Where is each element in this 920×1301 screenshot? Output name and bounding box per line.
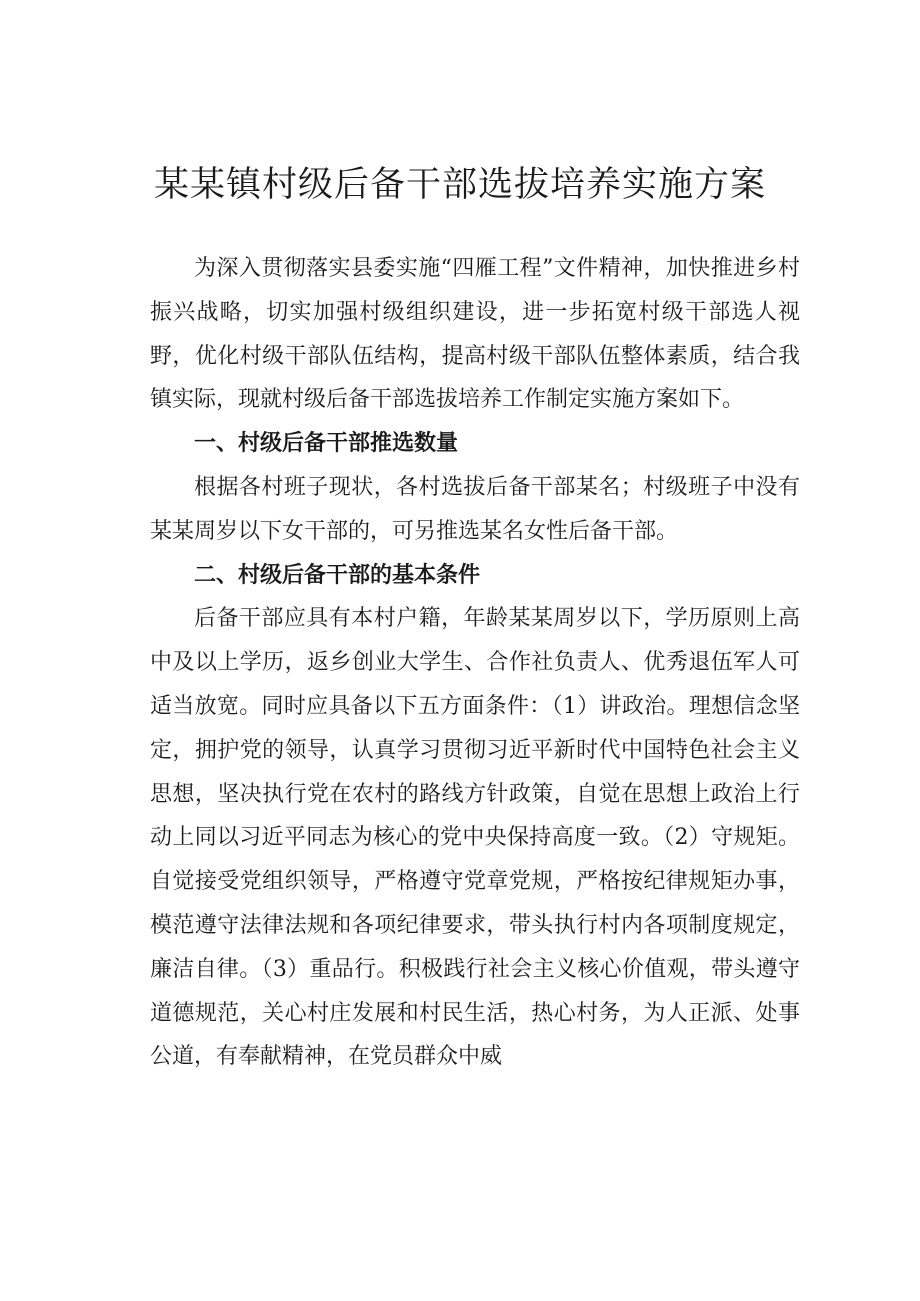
document-title: 某某镇村级后备干部选拔培养实施方案	[153, 165, 766, 205]
section-2-heading: 二、村级后备干部的基本条件	[194, 562, 481, 588]
section-1-heading: 一、村级后备干部推选数量	[194, 431, 459, 457]
document-body	[150, 247, 800, 1079]
section-1-paragraph: 根据各村班子现状，各村选拔后备干部某名；村级班子中没有某某周岁以下女干部的，可另推选某名女性后备干部。	[150, 474, 800, 544]
section-2-paragraph: 后备干部应具有本村户籍，年龄某某周岁以下，学历原则上高中及以上学历，返乡创业大学生、合作社负责人、优秀退伍军人可适当放宽。同时应具备以下五方面条件：（1）讲政治。理想信念坚定，拥护党的领导，认真学习贯彻习近平新时代中国特色社会主义思想，坚决执行党在农村的路线方针政策，自觉在思想上政治上行动上同以习近平同志为核心的党中央保持高度一致。（2）守规矩。自觉接受党组织领导，严格遵守党章党规，严格按纪律规矩办事，模范遵守法律法规和各项纪律要求，带头执行村内各项制度规定，廉洁自律。（3）重品行。积极践行社会主义核心价值观，带头遵守道德规范，关心村庄发展和村民生活，热心村务，为人正派、处事公道，有奉献精神，在党员群众中威	[150, 606, 800, 1070]
intro-paragraph: 为深入贯彻落实县委实施“四雁工程”文件精神，加快推进乡村振兴战略，切实加强村级组织建设，进一步拓宽村级干部选人视野，优化村级干部队伍结构，提高村级干部队伍整体素质，结合我镇实际，现就村级后备干部选拔培养工作制定实施方案如下。	[150, 256, 800, 413]
